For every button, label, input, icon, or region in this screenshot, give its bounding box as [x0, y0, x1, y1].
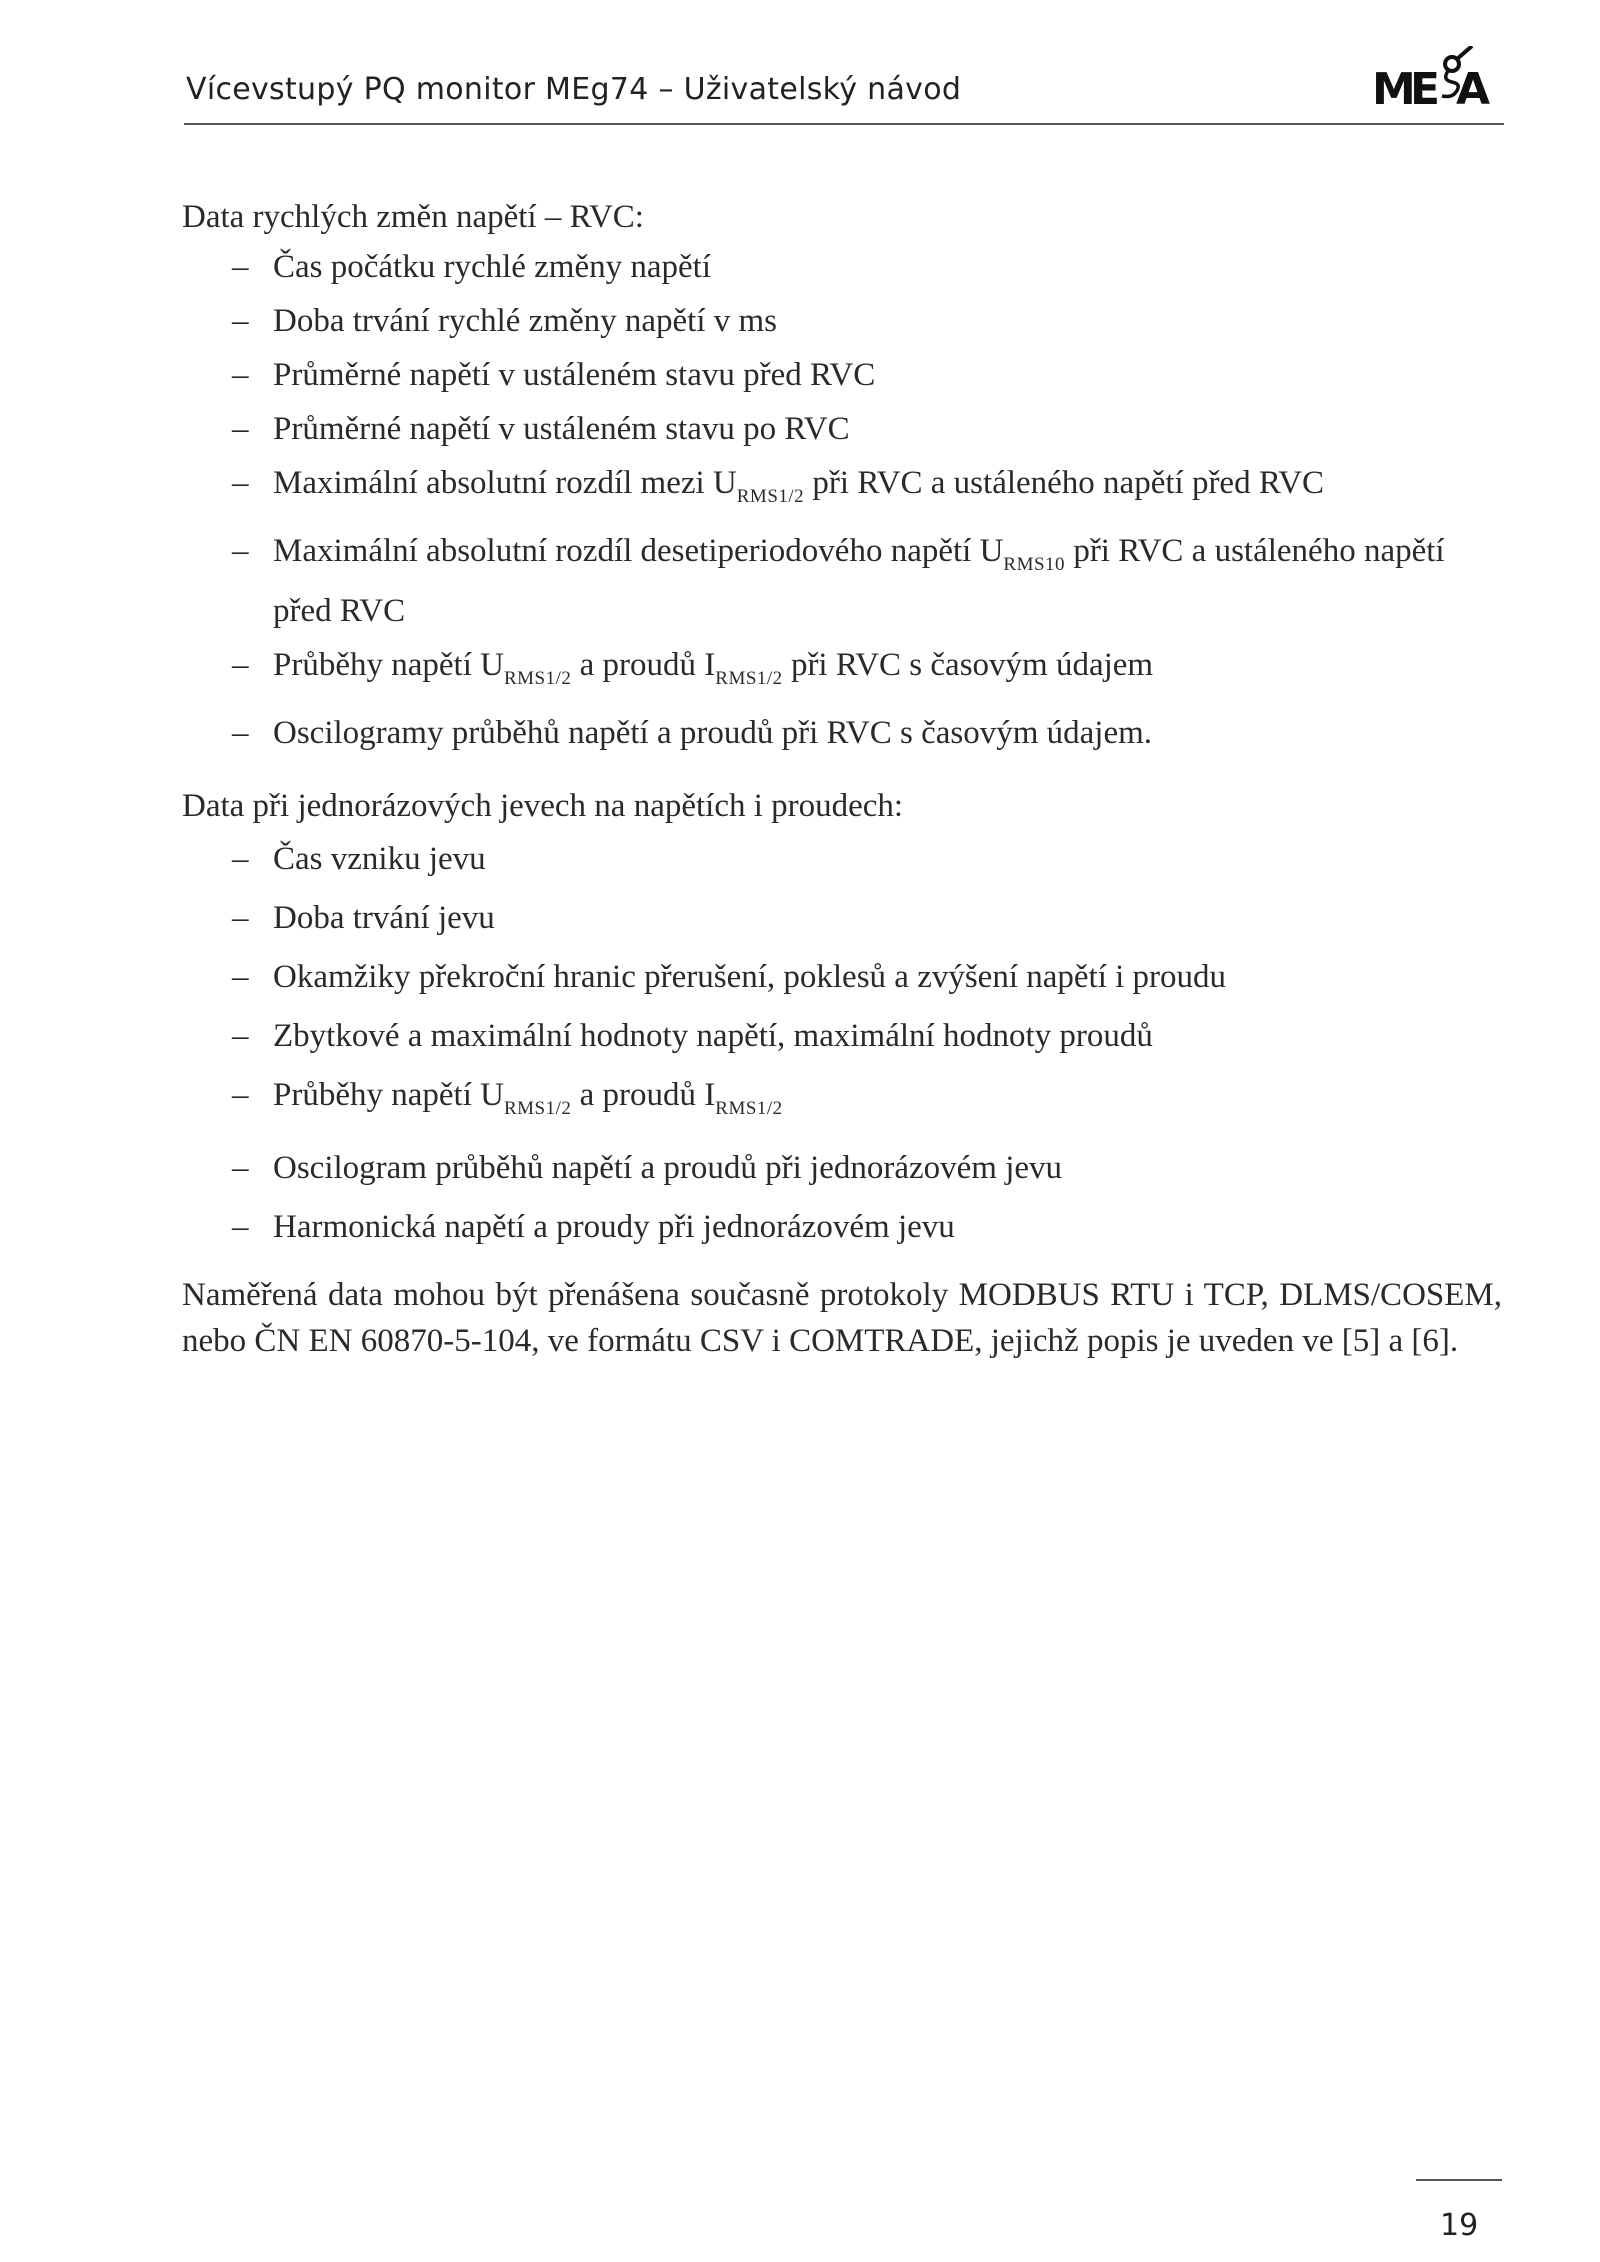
list-item: – Čas vzniku jevu [232, 841, 486, 877]
rvc-intro: Data rychlých změn napětí – RVC: [182, 199, 644, 235]
rvc-list [182, 244, 1502, 756]
svg-text:M: M [1372, 64, 1416, 108]
events-list [182, 836, 1502, 1250]
events-intro: Data při jednorázových jevech na napětích i proudech: [182, 788, 904, 824]
list-item: – Harmonická napětí a proudy při jednorázovém jevu [232, 1209, 955, 1245]
protocols-paragraph: Naměřená data mohou být přenášena současně protokoly MODBUS RTU i TCP, DLMS/COSEM, nebo ČN EN 60870-5-104, ve formátu CSV i COMTRADE, jejichž popis je uveden ve [5] a [6]. [182, 1277, 1502, 1359]
svg-text:E: E [1410, 64, 1441, 108]
list-item: – Maximální absolutní rozdíl desetiperiodového napětí $U_{RMS10}$ při RVC a ustáleného napětí před RVC [232, 533, 1445, 629]
header-rule [184, 123, 1504, 125]
page-number: 19 [1440, 2208, 1479, 2243]
list-item: – Průběhy napětí $U_{RMS1/2}$ a proudů $I_{RMS1/2}$ při RVC s časovým údajem [232, 647, 1154, 689]
list-item: – Průměrné napětí v ustáleném stavu před RVC [232, 357, 876, 393]
list-item: – Doba trvání rychlé změny napětí v ms [232, 303, 778, 339]
list-item: – Oscilogramy průběhů napětí a proudů při RVC s časovým údajem. [232, 715, 1153, 751]
body-text [182, 190, 1502, 1397]
list-item: – Průměrné napětí v ustáleném stavu po RVC [232, 411, 850, 447]
footer-rule [1416, 2179, 1502, 2181]
list-item: – Průběhy napětí $U_{RMS1/2}$ a proudů $I_{RMS1/2}$ [232, 1077, 783, 1119]
list-item: – Zbytkové a maximální hodnoty napětí, maximální hodnoty proudů [232, 1018, 1153, 1054]
mega-logo [1372, 46, 1507, 108]
list-item: – Oscilogram průběhů napětí a proudů při jednorázovém jevu [232, 1150, 1063, 1186]
list-item: – Doba trvání jevu [232, 900, 495, 936]
svg-text:A: A [1456, 64, 1491, 108]
list-item: – Okamžiky překroční hranic přerušení, poklesů a zvýšení napětí i proudu [232, 959, 1227, 995]
list-item: – Čas počátku rychlé změny napětí [232, 249, 712, 285]
list-item: – Maximální absolutní rozdíl mezi $U_{RMS1/2}$ při RVC a ustáleného napětí před RVC [232, 465, 1325, 507]
running-header: Vícevstupý PQ monitor MEg74 – Uživatelský návod [186, 72, 962, 107]
